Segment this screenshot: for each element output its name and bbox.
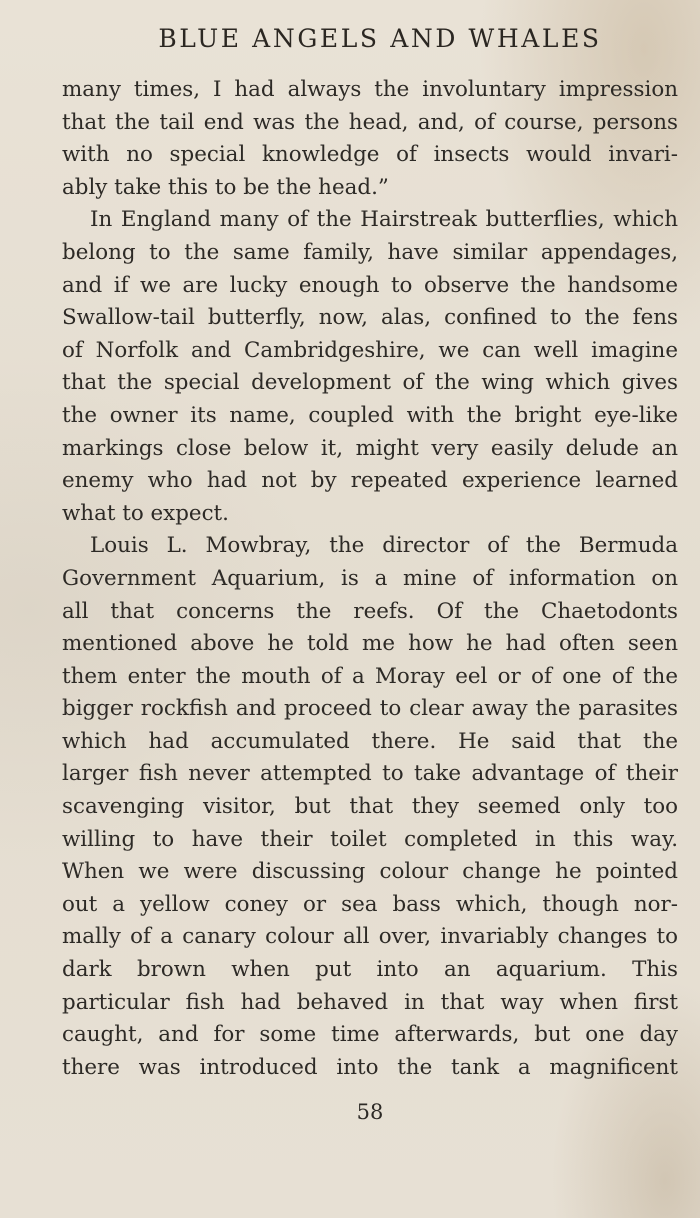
text-line: many times, I had always the involuntary impression	[62, 77, 678, 102]
text-line: willing to have their toilet completed in this way.	[62, 826, 678, 852]
text-line: When we were discussing colour change he pointed	[62, 859, 678, 885]
text-line: the owner its name, coupled with the bright eye-like	[62, 402, 678, 428]
text-line: larger fish never attempted to take advantage of their	[62, 761, 678, 787]
text-line: which had accumulated there. He said that the	[62, 728, 678, 754]
text-line: enemy who had not by repeated experience learned	[62, 468, 678, 494]
text-line: of Norfolk and Cambridgeshire, we can well imagine	[62, 337, 678, 363]
text-line: belong to the same family, have similar appendages,	[62, 239, 678, 265]
running-head: BLUE ANGELS AND WHALES	[158, 24, 602, 53]
text-line: with no special knowledge of insects would invari-	[62, 142, 678, 168]
body-text	[62, 74, 678, 1084]
text-line: all that concerns the reefs. Of the Chaetodonts	[62, 598, 678, 624]
text-line: markings close below it, might very easily delude an	[62, 435, 678, 461]
text-line: ably take this to be the head.”	[62, 174, 389, 200]
text-line: particular fish had behaved in that way when first	[62, 989, 678, 1015]
text-line: Louis L. Mowbray, the director of the Bermuda	[90, 533, 678, 559]
text-line: them enter the mouth of a Moray eel or of one of the	[62, 663, 678, 689]
text-line: scavenging visitor, but that they seemed only too	[62, 794, 678, 820]
text-line: that the special development of the wing which gives	[62, 370, 678, 396]
text-line: Swallow-tail butterfly, now, alas, confined to the fens	[62, 305, 678, 331]
text-line: mentioned above he told me how he had often seen	[62, 631, 678, 657]
page-number: 58	[356, 1100, 384, 1124]
text-line: Government Aquarium, is a mine of information on	[62, 565, 678, 591]
text-line: bigger rockfish and proceed to clear away the parasites	[62, 696, 678, 722]
text-line: dark brown when put into an aquarium. This	[62, 957, 678, 983]
text-line: out a yellow coney or sea bass which, though nor-	[62, 891, 678, 917]
text-line: what to expect.	[62, 500, 229, 526]
text-line: mally of a canary colour all over, invariably changes to	[62, 924, 678, 950]
text-line: that the tail end was the head, and, of course, persons	[62, 109, 678, 135]
text-line: there was introduced into the tank a magnificent	[62, 1054, 678, 1080]
text-line: In England many of the Hairstreak butterflies, which	[90, 207, 678, 233]
text-line: and if we are lucky enough to observe the handsome	[62, 272, 678, 298]
text-line: caught, and for some time afterwards, but one day	[62, 1022, 678, 1048]
